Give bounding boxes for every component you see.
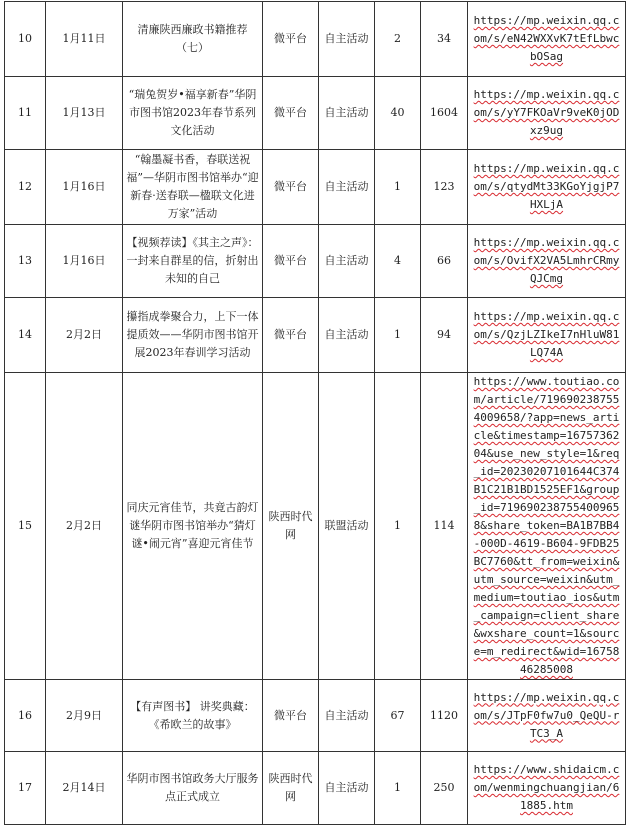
row-number: 16 [5,680,46,752]
row-date: 1月16日 [46,150,123,225]
row-count: 1 [375,752,421,825]
row-date: 2月2日 [46,373,123,680]
row-title: 同庆元宵佳节，共竟古韵灯谜华阴市图书馆举办“猜灯谜•闹元宵”喜迎元宵佳节 [123,373,263,680]
row-platform: 微平台 [263,2,319,77]
row-date: 2月14日 [46,752,123,825]
row-link-text[interactable]: https://mp.weixin.qq.com/s/yY7FKOaVr9veK0jODxz9ug [473,88,620,137]
row-number: 13 [5,225,46,298]
table-row [5,680,626,752]
row-count: 2 [375,2,421,77]
row-date: 2月2日 [46,298,123,373]
row-type: 自主活动 [319,752,375,825]
table-row [5,225,626,298]
row-link-text[interactable]: https://mp.weixin.qq.com/s/QzjLZIkeI7nHluW81LQ74A [473,310,620,359]
row-views: 66 [421,225,468,298]
row-date: 1月13日 [46,77,123,150]
row-date: 2月9日 [46,680,123,752]
row-type: 自主活动 [319,2,375,77]
row-title: “翰墨凝书香，春联送祝福”—华阴市图书馆举办“迎新春·送春联—楹联文化进万家”活动 [123,150,263,225]
row-link-text[interactable]: https://mp.weixin.qq.com/s/qtydMt33KGoYjgjP7HXLjA [473,162,620,211]
row-views: 94 [421,298,468,373]
row-link-text[interactable]: https://mp.weixin.qq.com/s/eN42WXXvK7tEfLbwcbOSag [473,14,620,63]
table-row [5,298,626,373]
row-count: 67 [375,680,421,752]
row-link[interactable] [468,225,626,298]
row-platform: 陕西时代网 [263,373,319,680]
row-number: 12 [5,150,46,225]
row-count: 4 [375,225,421,298]
row-count: 1 [375,373,421,680]
row-count: 40 [375,77,421,150]
row-platform: 微平台 [263,150,319,225]
row-type: 自主活动 [319,225,375,298]
row-views: 123 [421,150,468,225]
row-type: 自主活动 [319,77,375,150]
table-row [5,373,626,680]
row-link[interactable] [468,150,626,225]
row-number: 15 [5,373,46,680]
row-number: 17 [5,752,46,825]
table-row [5,2,626,77]
row-link[interactable] [468,2,626,77]
row-title: 清廉陕西廉政书籍推荐（七） [123,2,263,77]
row-title: 【有声图书】 讲奖典藏：《希欧兰的故事》 [123,680,263,752]
row-type: 自主活动 [319,150,375,225]
row-platform: 微平台 [263,225,319,298]
row-link-text[interactable]: https://mp.weixin.qq.com/s/OvifX2VA5LmhrCRmyQJCmg [473,236,620,285]
row-views: 1120 [421,680,468,752]
row-link[interactable] [468,752,626,825]
row-date: 1月11日 [46,2,123,77]
row-views: 114 [421,373,468,680]
activity-table [4,1,626,825]
row-link[interactable] [468,373,626,680]
row-views: 34 [421,2,468,77]
row-link[interactable] [468,77,626,150]
row-title: 攥指成拳聚合力，上下一体提质效——华阴市图书馆开展2023年春训学习活动 [123,298,263,373]
row-count: 1 [375,150,421,225]
row-title: “瑞兔贺岁•福享新春”华阴市图书馆2023年春节系列文化活动 [123,77,263,150]
row-platform: 微平台 [263,77,319,150]
table-row [5,150,626,225]
table-row [5,77,626,150]
row-type: 自主活动 [319,680,375,752]
row-views: 250 [421,752,468,825]
row-platform: 微平台 [263,680,319,752]
table-row [5,752,626,825]
row-number: 14 [5,298,46,373]
row-type: 自主活动 [319,298,375,373]
row-link[interactable] [468,680,626,752]
row-number: 10 [5,2,46,77]
row-platform: 微平台 [263,298,319,373]
row-link[interactable] [468,298,626,373]
row-link-text[interactable]: https://mp.weixin.qq.com/s/JTpF0fw7u0_QeQU-rTC3_A [473,690,620,740]
row-type: 联盟活动 [319,373,375,680]
row-link-text[interactable]: https://www.toutiao.com/article/7196902387554009658/?app=news_article&timestamp=1675736204&use_new_style=1&req_id=20230207101644C374B1C21B1BD1525EF1&group_id=7196902387554009658&share_token=BA1B7BB4-000D-4619-B604-9FDB25BC7760&tt_from=weixin&utm_source=weixin&utm_medium=toutiao_ios&utm_campaign=client_share&wxshare_count=1&source=m_redirect&wid=1675846285008 [473,375,620,676]
row-platform: 陕西时代网 [263,752,319,825]
row-title: 华阴市图书馆政务大厅服务点正式成立 [123,752,263,825]
row-link-text[interactable]: https://www.shidaicm.com/wenmingchuangjian/61885.htm [473,763,620,812]
row-count: 1 [375,298,421,373]
row-date: 1月16日 [46,225,123,298]
row-views: 1604 [421,77,468,150]
row-number: 11 [5,77,46,150]
row-title: 【视频荐读】《其主之声》：一封来自群星的信，折射出未知的自己 [123,225,263,298]
